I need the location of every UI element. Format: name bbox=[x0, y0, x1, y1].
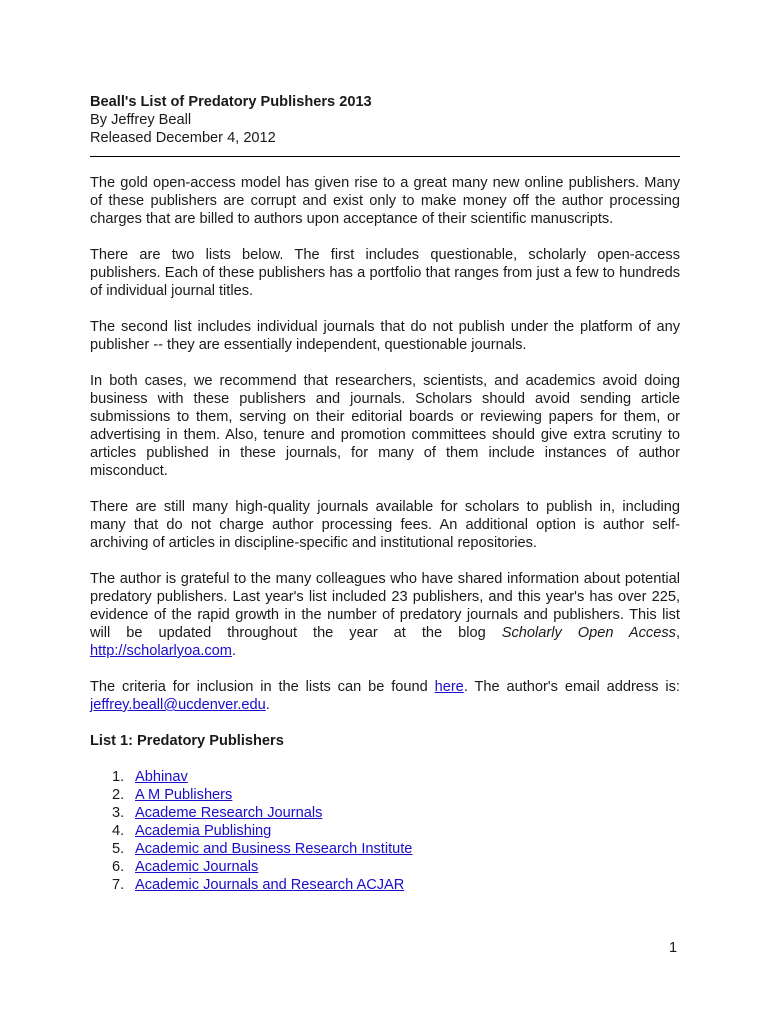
period: . bbox=[231, 643, 237, 659]
list-item bbox=[90, 768, 680, 786]
list-number: 1. bbox=[112, 769, 125, 785]
list-heading: List 1: Predatory Publishers bbox=[90, 733, 284, 749]
page-number: 1 bbox=[669, 940, 678, 956]
paragraph-alternatives: There are still many high-quality journals available for scholars to publish in, including many that do not charge author processing fees. An additional option is author self-archiving of articles in discipline-specific and institutional repositories. bbox=[90, 499, 680, 551]
paragraph-acknowledgement bbox=[90, 570, 680, 660]
list-number: 7. bbox=[112, 877, 125, 893]
paragraph-second-list: The second list includes individual journals that do not publish under the platform of any publisher -- they are essentially independent, questionable journals. bbox=[90, 319, 680, 353]
publisher-link[interactable]: A M Publishers bbox=[135, 787, 233, 803]
blog-name: Scholarly Open Access bbox=[501, 625, 676, 641]
publisher-link[interactable]: Academia Publishing bbox=[135, 823, 272, 839]
list-number: 3. bbox=[112, 805, 125, 821]
document-title: Beall's List of Predatory Publishers 2013 bbox=[90, 94, 372, 110]
list-item bbox=[90, 858, 680, 876]
paragraph-criteria bbox=[90, 678, 680, 714]
list-item bbox=[90, 840, 680, 858]
criteria-text: The criteria for inclusion in the lists can be found bbox=[90, 679, 435, 695]
publisher-link[interactable]: Academic Journals and Research ACJAR bbox=[135, 877, 405, 893]
publisher-link[interactable]: Academic and Business Research Institute bbox=[135, 841, 413, 857]
paragraph-intro: The gold open-access model has given rise to a great many new online publishers. Many of these publishers are corrupt and exist only to make money off the author processing charges that are billed to authors upon acceptance of their scientific manuscripts. bbox=[90, 175, 680, 227]
publisher-link[interactable]: Academic Journals bbox=[135, 859, 259, 875]
list-number: 2. bbox=[112, 787, 125, 803]
acknowledgement-text: The author is grateful to the many colleagues who have shared information about potential predatory publishers. Last year's list included 23 publishers, and this year's has over 225, evidence of the rapid growth in the number of predatory journals and publishers. This list will be updated throughout the year at the blog bbox=[90, 571, 680, 641]
document-author: By Jeffrey Beall bbox=[90, 112, 192, 128]
header-divider bbox=[90, 156, 680, 157]
release-date: Released December 4, 2012 bbox=[90, 130, 276, 146]
list-item bbox=[90, 876, 680, 894]
paragraph-recommendation: In both cases, we recommend that researchers, scientists, and academics avoid doing business with these publishers and journals. Scholars should avoid sending article submissions to them, serving on their editorial boards or reviewing papers for them, or advertising in them. Also, tenure and promotion committees should give extra scrutiny to articles published in these journals, for many of them include instances of author misconduct. bbox=[90, 373, 680, 479]
list-item bbox=[90, 786, 680, 804]
list-number: 4. bbox=[112, 823, 125, 839]
publisher-link[interactable]: Abhinav bbox=[135, 769, 188, 785]
list-item bbox=[90, 804, 680, 822]
criteria-link[interactable]: here bbox=[434, 679, 464, 695]
email-intro-text: . The author's email address is: bbox=[463, 679, 680, 695]
blog-link[interactable]: http://scholarlyoa.com bbox=[90, 643, 232, 659]
period: . bbox=[265, 697, 270, 713]
paragraph-two-lists: There are two lists below. The first includes questionable, scholarly open-access publishers. Each of these publishers has a portfolio that ranges from just a few to hundreds of individual journal titles. bbox=[90, 247, 680, 299]
publisher-list bbox=[90, 768, 680, 894]
list-item bbox=[90, 822, 680, 840]
list-number: 6. bbox=[112, 859, 125, 875]
email-link[interactable]: jeffrey.beall@ucdenver.edu bbox=[90, 697, 266, 713]
comma-separator: , bbox=[675, 625, 680, 641]
publisher-link[interactable]: Academe Research Journals bbox=[135, 805, 323, 821]
document-page bbox=[90, 93, 680, 894]
list-number: 5. bbox=[112, 841, 125, 857]
